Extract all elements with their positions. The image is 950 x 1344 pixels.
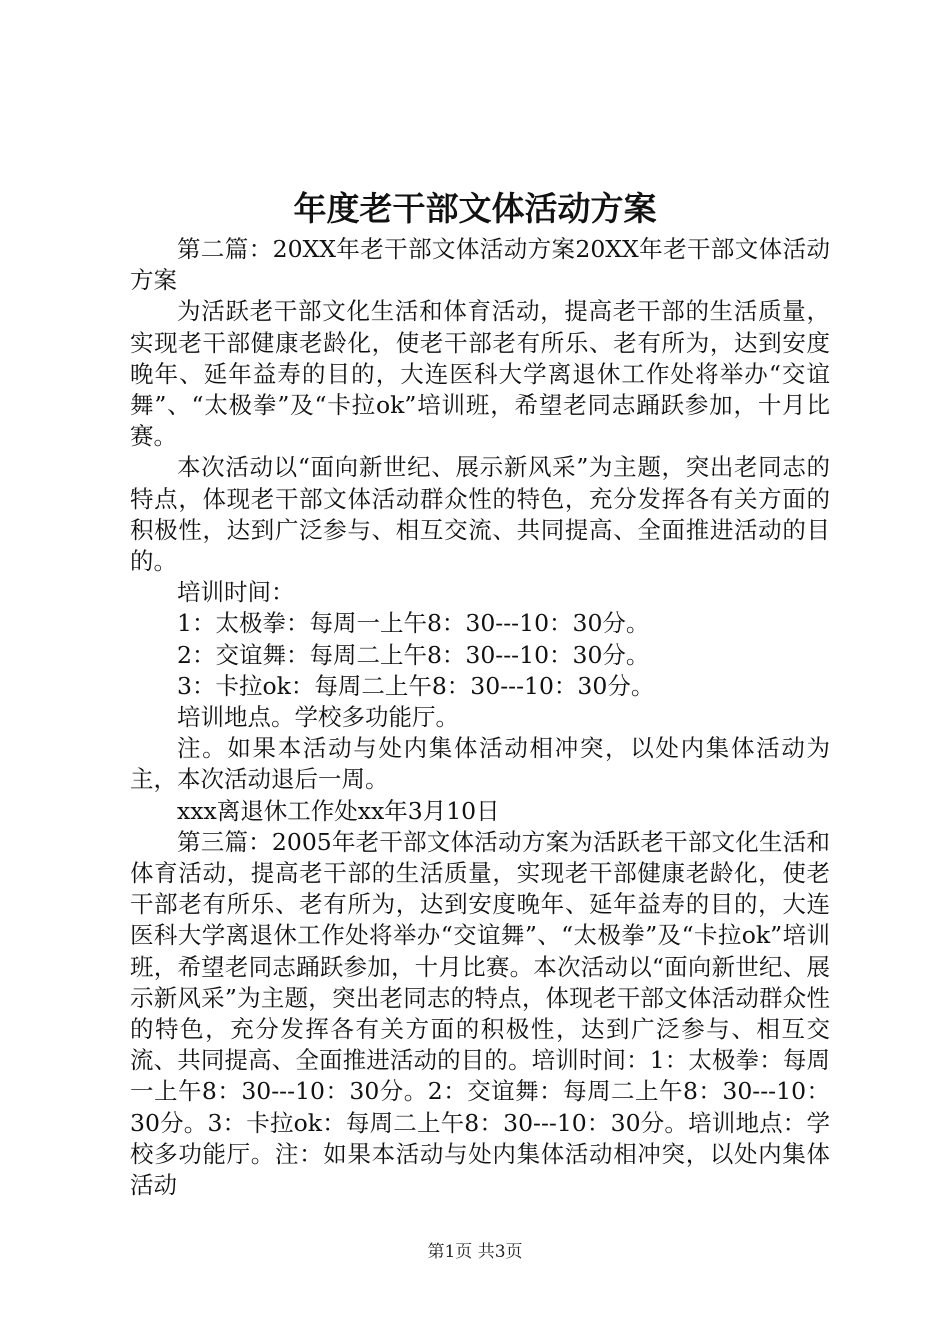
paragraph-training-time-label: 培训时间： <box>177 578 295 607</box>
document-title: 年度老干部文体活动方案 <box>293 189 657 228</box>
paragraph-note: 注。如果本活动与处内集体活动相冲突，以处内集体活动为主，本次活动退后一周。 <box>130 734 830 794</box>
paragraph-schedule-karaoke: 3：卡拉ok：每周二上午8：30---10：30分。 <box>177 671 655 700</box>
paragraph-purpose: 为活跃老干部文化生活和体育活动，提高老干部的生活质量，实现老干部健康老龄化，使老干部老有所乐、老有所为，达到安度晚年、延年益寿的目的，大连医科大学离退休工作处将举办“交谊舞”、“太极拳”及“卡拉ok”培训班，希望老同志踊跃参加，十月比赛。 <box>130 297 830 451</box>
paragraph-schedule-dance: 2：交谊舞：每周二上午8：30---10：30分。 <box>177 640 650 669</box>
paragraph-part-three: 第三篇：2005年老干部文体活动方案为活跃老干部文化生活和体育活动，提高老干部的生活质量，实现老干部健康老龄化，使老干部老有所乐、老有所为，达到安度晚年、延年益寿的目的，大连医科大学离退休工作处将举办“交谊舞”、“太极拳”及“卡拉ok”培训班，希望老同志踊跃参加，十月比赛。本次活动以“面向新世纪、展示新风采”为主题，突出老同志的特点，体现老干部文体活动群众性的特色，充分发挥各有关方面的积极性，达到广泛参与、相互交流、共同提高、全面推进活动的目的。培训时间：1：太极拳：每周一上午8：30---10：30分。2：交谊舞：每周二上午8：30---10：30分。3：卡拉ok：每周二上午8：30---10：30分。培训地点：学校多功能厅。注：如果本活动与处内集体活动相冲突，以处内集体活动 <box>130 827 830 1200</box>
paragraph-schedule-taiji: 1：太极拳：每周一上午8：30---10：30分。 <box>177 609 650 638</box>
paragraph-part-two-heading: 第二篇：20XX年老干部文体活动方案20XX年老干部文体活动方案 <box>130 235 830 295</box>
page-footer: 第1页 共3页 <box>427 1242 523 1262</box>
paragraph-theme: 本次活动以“面向新世纪、展示新风采”为主题，突出老同志的特点，体现老干部文体活动群众性的特色，充分发挥各有关方面的积极性，达到广泛参与、相互交流、共同提高、全面推进活动的目的。 <box>130 453 830 576</box>
paragraph-training-location: 培训地点。学校多功能厅。 <box>177 703 459 732</box>
paragraph-signature-date: xxx离退休工作处xx年3月10日 <box>177 796 500 825</box>
document-body <box>130 234 830 1201</box>
